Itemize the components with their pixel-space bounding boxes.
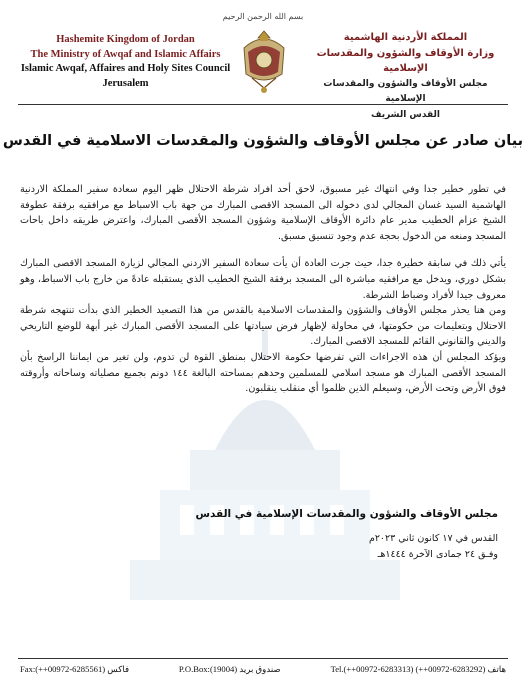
header-en-council: Islamic Awqaf, Affaires and Holy Sites Council: [20, 63, 231, 74]
gregorian-date: القدس في ١٧ كانون ثاني ٢٠٢٣م: [368, 533, 498, 544]
basmala: بسم الله الرحمن الرحيم: [222, 12, 304, 21]
statement-paragraph: يأتي ذلك في سابقة خطيرة جدا، حيث جرت العادة أن يأت سعادة السفير الاردني المجالي لزيارة المسجد الاقصى المبارك بشكل دوري، ويدخل مع مرافقيه مباشرة الى المسجد برفقة الشيخ الخطيب الذي يستقبله عادةً من خارج باب الاسباط، وهو معروف جيدا لأفراد وضباط الشرطة.: [20, 258, 506, 301]
footer-pobox: P.O.Box:(19004) صندوق بريد: [178, 664, 281, 674]
header-ar-council: مجلس الأوقاف والشؤون والمقدسات الإسلامية: [323, 78, 488, 104]
header-divider: [18, 104, 508, 105]
place-date-block: [369, 531, 498, 562]
footer-contact: [20, 664, 506, 678]
statement-paragraph: ويؤكد المجلس أن هذه الاجراءات التي تفرضها حكومة الاحتلال بمنطق القوة لن تدوم، ولن تغير من ايماننا الراسخ بأن المسجد الأقصى المبارك هو مسجد اسلامي للمسلمين وحدهم بمساحته البالغة ١٤٤ دونم بجميع مصلياته وساحاته وأروقته فوق الأرض وتحت الأرض، وسيعلم الذين ظلموا أي منقلب ينقلبون.: [20, 351, 506, 395]
header-ar-ministry: وزارة الأوقاف والشؤون والمقدسات الإسلامية: [316, 47, 495, 74]
header-ar-city: القدس الشريف: [370, 109, 440, 120]
hijri-date: وفـق ٢٤ جمادى الآخرة ١٤٤٤هـ: [377, 548, 498, 560]
statement-title: بيان صادر عن مجلس الأوقاف والشؤون والمقدسات الاسلامية في القدس: [2, 133, 524, 149]
jordan-coat-of-arms-icon: [238, 28, 290, 96]
footer-fax: Fax:(++00972-6285561) فاكس: [20, 664, 130, 674]
header-en-ministry: The Ministry of Awqaf and Islamic Affairs: [30, 48, 221, 60]
statement-body: [20, 182, 506, 397]
statement-paragraph: في تطور خطير جدا وفي انتهاك غير مسبوق، لاحق أحد افراد شرطة الاحتلال ظهر اليوم سعادة سفير المملكة الاردنية الهاشمية السيد غسان المجالي لدى دخوله الى المسجد الاقصى المبارك من جهة باب الاسباط مع مرافقيه برفقة عطوفة الشيخ عزام الخطيب مدير عام دائرة الأوقاف الإسلامية وشؤون المسجد الأقصى المبارك، واعترض طريقه داخل باحات المسجد ومنعه من الدخول بحجة عدم وجود تنسيق مسبق.: [20, 184, 506, 242]
header-ar-kingdom: المملكة الأردنية الهاشمية: [343, 32, 468, 43]
signature-council-name: مجلس الأوقاف والشؤون والمقدسات الإسلامية في القدس: [195, 508, 498, 520]
footer-divider: [18, 658, 508, 659]
header-en-city: Jerusalem: [102, 77, 149, 89]
header-arabic-block: [303, 30, 508, 123]
header-en-kingdom: Hashemite Kingdom of Jordan: [56, 34, 195, 45]
statement-paragraph: ومن هنا يحذر مجلس الأوقاف والشؤون والمقدسات الاسلامية بالقدس من هذا التصعيد الخطير الذي بدأت تنتهجه شرطة الاحتلال وبتعليمات من حكومتها، في محاولة لإظهار فرض سيادتها على المسجد الأقصى المبارك غير أبهة للوضع التاريخي والديني والقانوني القائم للمسجد الاقصى المبارك.: [20, 305, 506, 348]
footer-tel: Tel.(++00972-6283313) (++00972-6283292) هاتف: [330, 664, 506, 674]
header-english-block: [18, 33, 233, 91]
